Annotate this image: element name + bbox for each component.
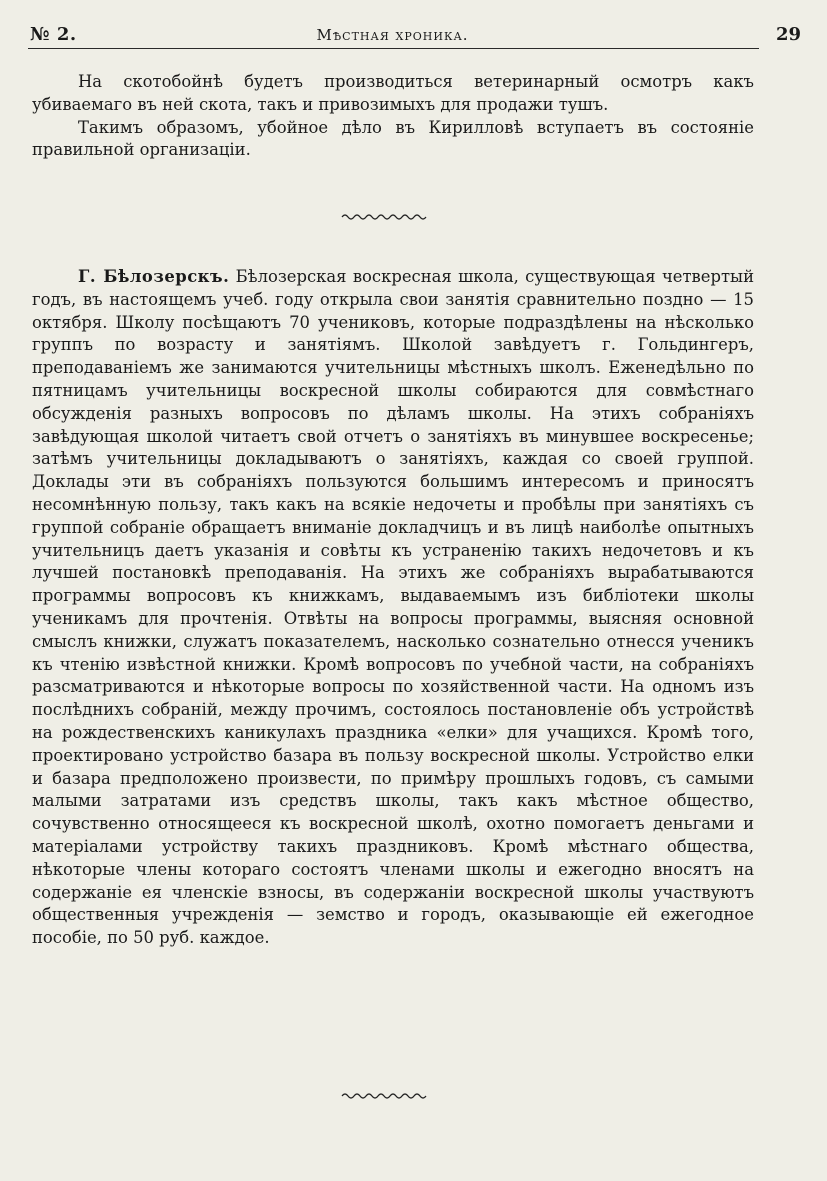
header-rule — [28, 48, 759, 49]
issue-number: № 2. — [30, 24, 77, 45]
article — [32, 266, 754, 950]
section-title: Мѣстная хроника. — [316, 26, 469, 44]
article-body: Бѣлозерская воскресная школа, существующая четвертый годъ, въ настоящемъ учеб. году открыла свои занятія сравнительно поздно — 15 октября. Школу посѣщаютъ 70 учениковъ, которые подраздѣлены на нѣсколько группъ по возрасту и занятіямъ. Школой завѣдуетъ г. Гольдингеръ, преподаваніемъ же занимаются учительницы мѣстныхъ школъ. Еженедѣльно по пятницамъ учительницы воскресной школы собираются для совмѣстнаго обсужденія разныхъ вопросовъ по дѣламъ школы. На этихъ собраніяхъ завѣдующая школой читаетъ свой отчетъ о занятіяхъ въ минувшее воскресенье; затѣмъ учительницы докладываютъ о занятіяхъ, каждая со своей группой. Доклады эти въ собраніяхъ пользуются большимъ интересомъ и приносятъ несомнѣнную пользу, такъ какъ на всякіе недочеты и пробѣлы при занятіяхъ съ группой собраніе обращаетъ вниманіе докладчицъ и въ лицѣ наиболѣе опытныхъ учительницъ даетъ указанія и совѣты къ устраненію такихъ недочетовъ и къ лучшей постановкѣ преподаванія. На этихъ же собраніяхъ вырабатываются программы вопросовъ къ книжкамъ, выдаваемымъ изъ библіотеки школы ученикамъ для прочтенія. Отвѣты на вопросы программы, выясняя основной смыслъ книжки, служатъ показателемъ, насколько сознательно отнесся ученикъ къ чтенію извѣстной книжки. Кромѣ вопросовъ по учебной части, на собраніяхъ разсматриваются и нѣкоторые вопросы по хозяйственной части. На одномъ изъ послѣднихъ собраній, между прочимъ, состоялось постановленіе объ устройствѣ на рождественскихъ каникулахъ праздника «елки» для учащихся. Кромѣ того, проектировано устройство базара въ пользу воскресной школы. Устройство елки и базара предположено произвести, по примѣру прошлыхъ годовъ, съ самыми малыми затратами изъ средствъ школы, такъ какъ мѣстное общество, сочувственно относящееся къ воскресной школѣ, охотно помогаетъ деньгами и матеріалами устройству такихъ праздниковъ. Кромѣ мѣстнаго общества, нѣкоторые члены котораго состоятъ членами школы и ежегодно вносятъ на содержаніе ея членскіе взносы, въ содержаніи воскресной школы участвуютъ общественныя учрежденія — земство и городъ, оказывающіе ей ежегодное пособіе, по 50 руб. каждое. — [32, 267, 755, 948]
continued-text — [32, 71, 754, 162]
article-place: Г. Бѣлозерскъ. — [78, 267, 230, 286]
section-separator — [340, 211, 430, 223]
section-separator — [340, 1090, 430, 1102]
paragraph: На скотобойнѣ будетъ производиться ветеринарный осмотръ какъ убиваемаго въ ней скота, такъ и привозимыхъ для продажи тушъ. — [32, 72, 754, 114]
page-number: 29 — [775, 24, 801, 45]
paragraph: Такимъ образомъ, убойное дѣло въ Кирилловѣ вступаетъ въ состояніе правильной организаціи. — [32, 117, 754, 160]
article-paragraph — [32, 266, 754, 950]
